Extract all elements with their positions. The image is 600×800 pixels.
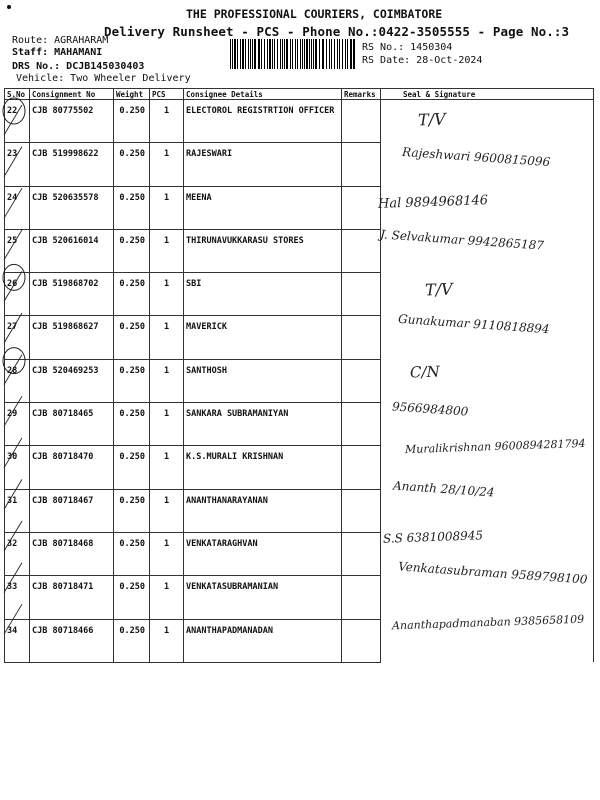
- cell-sno: 34: [5, 619, 30, 662]
- cell-weight: 0.250: [114, 273, 150, 316]
- company-name: THE PROFESSIONAL COURIERS, COIMBATORE: [186, 7, 443, 21]
- cell-consignment: CJB 519868627: [30, 316, 114, 359]
- signature: C/N: [409, 362, 440, 382]
- signature: 9566984800: [391, 399, 469, 419]
- signature: Venkatasubraman 9589798100: [397, 559, 588, 587]
- cell-pcs: 1: [150, 273, 184, 316]
- cell-consignee: MEENA: [184, 186, 342, 229]
- cell-consignee: RAJESWARI: [184, 143, 342, 186]
- cell-pcs: 1: [150, 532, 184, 575]
- cell-pcs: 1: [150, 186, 184, 229]
- cell-pcs: 1: [150, 446, 184, 489]
- signature: Ananth 28/10/24: [392, 478, 495, 500]
- staff-label: Staff: MAHAMANI: [12, 47, 103, 58]
- rs-number: RS No.: 1450304: [362, 42, 453, 53]
- col-sno: S.No: [5, 89, 30, 100]
- cell-consignee: K.S.MURALI KRISHNAN: [184, 446, 342, 489]
- col-weight: Weight: [114, 89, 150, 100]
- drs-number: DRS No.: DCJB145030403: [12, 61, 145, 72]
- cell-consignee: THIRUNAVUKKARASU STORES: [184, 229, 342, 272]
- cell-pcs: 1: [150, 576, 184, 619]
- cell-sno: 26: [5, 273, 30, 316]
- table-header: [5, 89, 594, 100]
- cell-remarks: [342, 229, 381, 272]
- table-row: [5, 489, 594, 532]
- cell-consignment: CJB 80718471: [30, 576, 114, 619]
- cell-consignee: ELECTOROL REGISTRTION OFFICER: [184, 100, 342, 143]
- cell-weight: 0.250: [114, 359, 150, 402]
- cell-sno: 32: [5, 532, 30, 575]
- cell-sno: 23: [5, 143, 30, 186]
- cell-weight: 0.250: [114, 403, 150, 446]
- cell-consignment: CJB 80718470: [30, 446, 114, 489]
- cell-sno: 33: [5, 576, 30, 619]
- cell-weight: 0.250: [114, 229, 150, 272]
- vehicle-label: Vehicle: Two Wheeler Delivery: [16, 73, 191, 84]
- cell-sno: 27: [5, 316, 30, 359]
- cell-consignee: ANANTHANARAYANAN: [184, 489, 342, 532]
- cell-sno: 25: [5, 229, 30, 272]
- cell-remarks: [342, 619, 381, 662]
- table-row: [5, 576, 594, 619]
- cell-weight: 0.250: [114, 143, 150, 186]
- cell-remarks: [342, 316, 381, 359]
- cell-remarks: [342, 186, 381, 229]
- signature: Rajeshwari 9600815096: [401, 144, 551, 170]
- cell-seal: [381, 273, 594, 316]
- cell-weight: 0.250: [114, 489, 150, 532]
- cell-pcs: 1: [150, 316, 184, 359]
- cell-remarks: [342, 359, 381, 402]
- cell-consignment: CJB 80718468: [30, 532, 114, 575]
- col-consignment: Consignment No: [30, 89, 114, 100]
- cell-remarks: [342, 100, 381, 143]
- cell-pcs: 1: [150, 100, 184, 143]
- cell-pcs: 1: [150, 359, 184, 402]
- col-pcs: PCS: [150, 89, 184, 100]
- signature: T/V: [417, 109, 446, 130]
- cell-pcs: 1: [150, 229, 184, 272]
- cell-consignee: ANANTHAPADMANADAN: [184, 619, 342, 662]
- signature: Hal 9894968146: [377, 193, 489, 212]
- cell-remarks: [342, 489, 381, 532]
- signature: Ananthapadmanaban 9385658109: [391, 612, 585, 633]
- cell-consignment: CJB 520469253: [30, 359, 114, 402]
- col-consignee: Consignee Details: [184, 89, 342, 100]
- cell-consignee: SANKARA SUBRAMANIYAN: [184, 403, 342, 446]
- cell-consignment: CJB 520635578: [30, 186, 114, 229]
- cell-pcs: 1: [150, 143, 184, 186]
- cell-consignee: SANTHOSH: [184, 359, 342, 402]
- cell-consignment: CJB 80718466: [30, 619, 114, 662]
- cell-consignee: SBI: [184, 273, 342, 316]
- cell-weight: 0.250: [114, 619, 150, 662]
- barcode-icon: [230, 39, 355, 69]
- cell-remarks: [342, 403, 381, 446]
- cell-sno: 30: [5, 446, 30, 489]
- cell-consignment: CJB 520616014: [30, 229, 114, 272]
- cell-consignee: VENKATASUBRAMANIAN: [184, 576, 342, 619]
- corner-mark: [7, 5, 11, 9]
- cell-sno: 28: [5, 359, 30, 402]
- cell-remarks: [342, 576, 381, 619]
- cell-remarks: [342, 273, 381, 316]
- table-row: [5, 100, 594, 143]
- cell-remarks: [342, 532, 381, 575]
- cell-weight: 0.250: [114, 186, 150, 229]
- table-row: [5, 359, 594, 402]
- cell-sno: 29: [5, 403, 30, 446]
- signature: J. Selvakumar 9942865187: [379, 227, 545, 253]
- cell-weight: 0.250: [114, 100, 150, 143]
- cell-sno: 31: [5, 489, 30, 532]
- table-row: [5, 186, 594, 229]
- cell-consignee: MAVERICK: [184, 316, 342, 359]
- cell-consignment: CJB 80775502: [30, 100, 114, 143]
- cell-remarks: [342, 446, 381, 489]
- cell-weight: 0.250: [114, 446, 150, 489]
- signature: Muralikrishnan 9600894281794: [404, 436, 586, 457]
- signature: Gunakumar 9110818894: [397, 311, 550, 337]
- cell-consignment: CJB 519998622: [30, 143, 114, 186]
- cell-sno: 24: [5, 186, 30, 229]
- cell-consignment: CJB 80718465: [30, 403, 114, 446]
- col-remarks: Remarks: [342, 89, 381, 100]
- rs-date: RS Date: 28-Oct-2024: [362, 55, 483, 66]
- col-seal: Seal & Signature: [381, 89, 594, 100]
- cell-weight: 0.250: [114, 576, 150, 619]
- cell-weight: 0.250: [114, 316, 150, 359]
- cell-sno: 22: [5, 100, 30, 143]
- cell-pcs: 1: [150, 619, 184, 662]
- signature: T/V: [424, 279, 453, 300]
- cell-consignment: CJB 80718467: [30, 489, 114, 532]
- cell-remarks: [342, 143, 381, 186]
- cell-consignee: VENKATARAGHVAN: [184, 532, 342, 575]
- signature: S.S 6381008945: [382, 528, 484, 546]
- table-row: [5, 273, 594, 316]
- cell-seal: [381, 100, 594, 143]
- cell-consignment: CJB 519868702: [30, 273, 114, 316]
- cell-pcs: 1: [150, 489, 184, 532]
- route-label: Route: AGRAHARAM: [12, 35, 109, 46]
- runsheet-title: Delivery Runsheet - PCS - Phone No.:0422-3505555 - Page No.:3: [104, 24, 570, 39]
- cell-weight: 0.250: [114, 532, 150, 575]
- cell-pcs: 1: [150, 403, 184, 446]
